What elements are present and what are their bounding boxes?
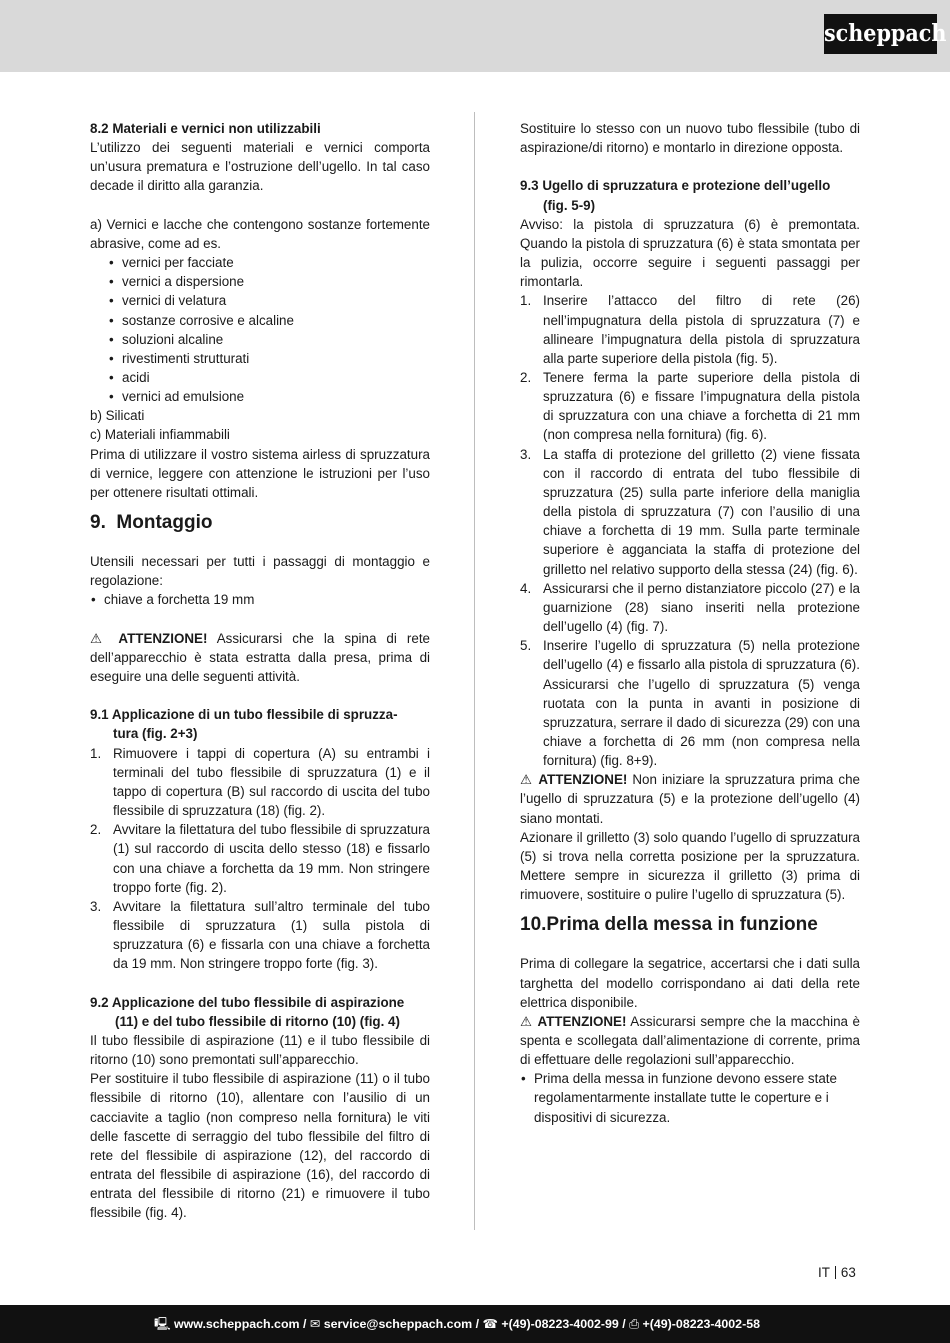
section-9-intro: Utensili necessari per tutti i passaggi di montaggio e regolazione: [90,554,430,589]
section-9-title: Montaggio [116,512,213,534]
phone-icon: ☎ [482,1317,498,1331]
section-9-3-intro: Avviso: la pistola di spruzzatura (6) è premontata. Quando la pistola di spruzzatura (6) è stata smontata per la pulizia, occorre seguire i seguenti passaggi per rimontarla. [520,216,860,290]
section-9-3-title-line1: 9.3 Ugello di spruzzatura e protezione dell’ugello [520,178,831,194]
header-band [0,0,950,72]
section-9-1-steps [90,744,430,974]
section-10-title: Prima della messa in funzione [546,914,818,936]
section-9-2-continuation: Sostituire lo stesso con un nuovo tubo flessibile (tubo di aspirazione/di ritorno) e montarlo in direzione opposta. [520,121,860,156]
warning-label: ATTENZIONE! [538,772,628,788]
list-item: • vernici a dispersione [90,272,430,291]
section-10-number: 10. [520,914,547,936]
warning-text: Non iniziare la spruzzatura prima che l’ugello di spruzzatura (5) e la protezione dell’ugello (4) siano montati. [520,772,860,826]
section-9-heading [90,510,430,536]
section-9-3-title-line2: (fig. 5-9) [543,197,596,213]
section-9-3-paragraph-2: Azionare il grilletto (3) solo quando l’ugello di spruzzatura (5) si trova nella corretta posizione per la spruzzatura. Mettere sempre in sicurezza il grilletto (3) prima di rimuovere, sostituire o pulire l’ugello di spruzzatura (5). [520,829,860,903]
list-item: • sostanze corrosive e alcaline [90,311,430,330]
footer-email-link[interactable]: service@scheppach.com [323,1317,473,1331]
fax-icon: ⎙ [629,1317,640,1331]
section-10-intro: Prima di collegare la segatrice, accertarsi che i dati sulla targhetta del modello corrispondano ai dati della rete elettrica disponibile. [520,956,860,1010]
list-item: • rivestimenti strutturati [90,349,430,368]
warning-text: Assicurarsi che la spina di rete dell’apparecchio è stata estratta dalla presa, prima di eseguire una delle seguenti attività. [90,630,430,685]
footer-phone: +(49)-08223-4002-99 [501,1317,619,1331]
list-item: • vernici per facciate [90,253,430,272]
section-9-3-steps [520,291,860,770]
section-9-3-warning [520,770,860,827]
section-9-2-title [90,993,430,1031]
footer-fax: +(49)-08223-4002-58 [642,1317,760,1331]
section-9-1-title-line2: tura (fig. 2+3) [113,726,198,742]
section-10-warning [520,1012,860,1069]
section-8-2-intro: L’utilizzo dei seguenti materiali e vernici comporta un’usura prematura e l’ostruzione dell’ugello. In tal caso decade il diritto alla garanzia. [90,140,430,194]
left-column [90,119,430,1223]
list-item: 5. Inserire l’ugello di spruzzatura (5) nella protezione dell’ugello (4) e fissarlo alla pistola di spruzzatura (6). Assicurarsi che l’ugello di spruzzatura (5) venga ruotata con la punta in avanti in posizione di spruzzatura, serrare il dado di sicurezza (29) con una chiave a forchetta di 26 mm (non compresa nella fornitura) (fig. 8+9). [520,638,860,769]
section-8-2-title: 8.2 Materiali e vernici non utilizzabili [90,121,321,136]
tools-list [90,590,430,609]
page-language: IT [818,1265,830,1280]
section-9-2-title-line2: (11) e del tubo flessibile di ritorno (10) (fig. 4) [115,1013,400,1029]
list-item: • vernici di velatura [90,291,430,310]
section-8-2-item-a: a) Vernici e lacche che contengono sostanze fortemente abrasive, come ad es. [90,216,430,251]
section-9-2-paragraph-2: Per sostituire il tubo flessibile di aspirazione (11) o il tubo flessibile di ritorno (10), allentare con l’ausilio di un cacciavite a taglio (non compreso nella fornitura) le viti delle fascette di serraggio del tubo flessibile del filtro di rete del flessibile di aspirazione (12), del raccordo di entrata del flessibile di aspirazione (16), del raccordo di entrata del flessibile di ritorno (21) e rimuovere il tubo flessibile (fig. 4). [90,1071,430,1221]
warning-text: Assicurarsi sempre che la macchina è spenta e scollegata dall’alimentazione di corrente, prima di effettuare delle regolazioni sull’apparecchio. [520,1013,860,1068]
page-separator [835,1266,836,1279]
list-item: • Prima della messa in funzione devono essere state regolamentarmente installate tutte le coperture e i dispositivi di sicurezza. [520,1069,860,1126]
list-item: • soluzioni alcaline [90,330,430,349]
warning-triangle-icon: ⚠ [520,1013,533,1029]
list-item: 2. Avvitare la filettatura del tubo flessibile di spruzzatura (1) sul raccordo di uscita dello stesso (18) e fissarlo con una chiave a forchetta da 19 mm. Non stringere troppo forte (fig. 2). [90,822,430,895]
page-number [818,1265,856,1280]
unsuitable-paints-list [90,253,430,406]
section-8-2-item-b: b) Silicati [90,408,145,424]
brand-logo: scheppach [824,14,937,54]
list-item: 3. La staffa di protezione del grilletto (2) viene fissata con il raccordo di entrata del tubo flessibile di spruzzatura (25) sulla parte inferiore della maniglia della pistola di spruzzatura (7) con l’ausilio di una chiave a forchetta di 19 mm. Sulla parte terminale superiore è agganciata la staffa di protezione del grilletto nel relativo supporto della stessa (24) (fig. 6). [520,446,860,577]
section-9-1-title [90,705,430,743]
list-item: 4. Assicurarsi che il perno distanziatore piccolo (27) e la guarnizione (28) siano inseriti nella protezione dell’ugello (4) (fig. 7). [520,580,860,635]
section-9-3-title [520,176,860,214]
section-10-heading [520,912,860,938]
section-8-2-closing: Prima di utilizzare il vostro sistema airless di spruzzatura di vernice, leggere con attenzione le istruzioni per l’uso per ottenere risultati ottimali. [90,446,430,500]
warning-triangle-icon: ⚠ [90,630,109,646]
list-item: • vernici ad emulsione [90,387,430,406]
footer-contact-bar: 🖳 www.scheppach.com / ✉ service@scheppach.com / ☎ +(49)-08223-4002-99 / ⎙ +(49)-08223-4002-58 [0,1305,950,1343]
section-9-2-paragraph-1: Il tubo flessibile di aspirazione (11) e il tubo flessibile di ritorno (10) sono premontati sull’apparecchio. [90,1032,430,1068]
right-column [520,119,860,1127]
list-item: • acidi [90,368,430,387]
section-9-warning [90,629,430,686]
email-icon: ✉ [309,1317,321,1331]
section-9-number: 9. [90,512,106,534]
section-9-2-title-line1: 9.2 Applicazione del tubo flessibile di aspirazione [90,994,405,1010]
warning-label: ATTENZIONE! [537,1013,627,1029]
page-number-value: 63 [840,1265,856,1280]
section-8-2-item-c: c) Materiali infiammabili [90,427,230,443]
computer-icon: 🖳 [154,1317,171,1331]
list-item: 3. Avvitare la filettatura sull’altro terminale del tubo flessibile di spruzzatura (1) sulla pistola di spruzzatura (6) e fissarla con una chiave a forchetta da 19 mm. Non stringere troppo forte (fig. 3). [90,898,430,972]
list-item: 2. Tenere ferma la parte superiore della pistola di spruzzatura (6) e fissare l’impugnatura della pistola di spruzzatura con una chiave a forchetta di 21 mm (non compresa nella fornitura) (fig. 6). [520,370,860,443]
warning-triangle-icon: ⚠ [520,772,534,788]
section-9-1-title-line1: 9.1 Applicazione di un tubo flessibile di spruzza- [90,707,398,723]
list-item: 1. Rimuovere i tappi di copertura (A) su entrambi i terminali del tubo flessibile di spruzzatura (1) e il tappo di copertura (B) sul raccordo di uscita del tubo flessibile di spruzzatura (18) (fig. 2). [90,745,430,819]
section-10-list [520,1069,860,1126]
warning-label: ATTENZIONE! [118,630,208,646]
column-divider [474,112,475,1230]
footer-website-link[interactable]: www.scheppach.com [173,1317,300,1331]
list-item: 1. Inserire l’attacco del filtro di rete (26) nell’impugnatura della pistola di spruzzatura (7) e allineare l’impugnatura della pistola di spruzzatura alla parte superiore della pistola (fig. 5). [520,293,860,366]
list-item: • chiave a forchetta 19 mm [90,590,430,609]
